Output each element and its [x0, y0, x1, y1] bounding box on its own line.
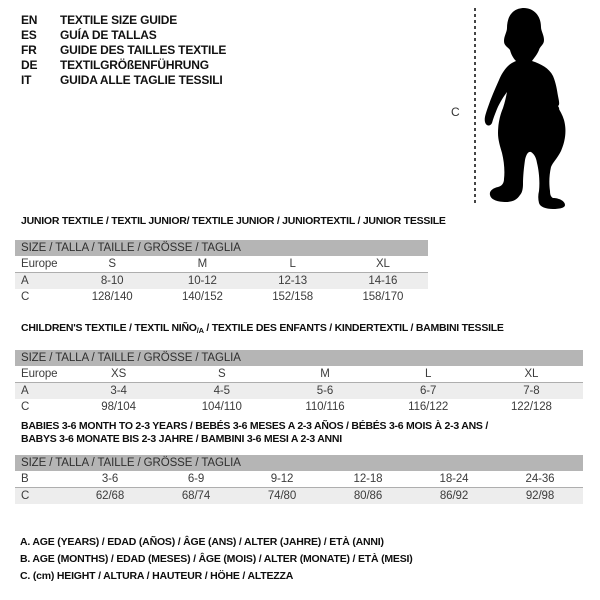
table-cell: 6-9 — [153, 471, 239, 488]
table-row — [15, 366, 583, 383]
note-b: B. AGE (MONTHS) / EDAD (MESES) / ÂGE (MOIS) / ALTER (MONATE) / ETÀ (MESI) — [20, 553, 413, 565]
note-c: C. (cm) HEIGHT / ALTURA / HAUTEUR / HÖHE / ALTEZZA — [20, 570, 294, 582]
language-row-fr — [21, 43, 226, 58]
row-label: A — [15, 383, 67, 400]
height-measure-dashed-line — [474, 8, 476, 205]
table-cell: 98/104 — [101, 401, 136, 413]
table-row — [15, 256, 428, 273]
table-cell: 68/74 — [153, 488, 239, 505]
table-cell: 6-7 — [377, 383, 480, 400]
table-cell: 92/98 — [497, 488, 583, 505]
size-header: SIZE / TALLA / TAILLE / GRÖSSE / TAGLIA — [15, 455, 583, 471]
table-cell: 122/128 — [510, 401, 552, 413]
row-label: C — [15, 488, 67, 505]
row-label: C — [21, 291, 30, 303]
table-cell: 140/152 — [181, 291, 223, 303]
language-title: GUIDE DES TAILLES TEXTILE — [60, 43, 227, 57]
table-row — [15, 383, 583, 400]
table-cell: 128/140 — [91, 291, 133, 303]
children-size-table — [15, 350, 583, 415]
table-cell: M — [157, 256, 247, 273]
table-cell: 24-36 — [497, 471, 583, 488]
size-header-row — [15, 350, 583, 366]
table-cell: 5-6 — [273, 383, 376, 400]
row-label: Europe — [15, 256, 67, 273]
language-row-it — [21, 73, 226, 88]
babies-section — [15, 420, 583, 504]
size-header: SIZE / TALLA / TAILLE / GRÖSSE / TAGLIA — [15, 350, 583, 366]
table-cell: 14-16 — [338, 273, 428, 290]
table-row — [15, 488, 583, 505]
children-section — [15, 322, 583, 415]
table-cell: L — [377, 366, 480, 383]
table-cell: L — [248, 256, 338, 273]
baby-silhouette — [477, 3, 597, 211]
language-title: TEXTILE SIZE GUIDE — [60, 13, 178, 27]
language-list — [21, 13, 226, 88]
row-label: B — [15, 471, 67, 488]
table-cell: 12-13 — [248, 273, 338, 290]
language-title: TEXTILGRÖßENFÜHRUNG — [60, 58, 209, 72]
height-measure-label: C — [451, 105, 460, 119]
language-row-en — [21, 13, 226, 28]
table-cell: 4-5 — [170, 383, 273, 400]
size-header-row — [15, 455, 583, 471]
table-cell: S — [170, 366, 273, 383]
babies-section-title-line2: BABYS 3-6 MONATE BIS 2-3 JAHRE / BAMBINI 3-6 MESI A 2-3 ANNI — [21, 433, 342, 445]
table-cell: 152/158 — [272, 291, 314, 303]
row-label: Europe — [15, 366, 67, 383]
junior-section-title: JUNIOR TEXTILE / TEXTIL JUNIOR/ TEXTILE JUNIOR / JUNIORTEXTIL / JUNIOR TESSILE — [21, 215, 446, 227]
table-cell: S — [67, 256, 157, 273]
children-section-title: CHILDREN'S TEXTILE / TEXTIL $NIÑO_{/A}$ / TEXTILE DES ENFANTS / KINDERTEXTIL / BAMBINI TESSILE — [21, 322, 504, 335]
language-code: DE — [21, 58, 38, 72]
language-code: IT — [21, 73, 32, 87]
language-code: EN — [21, 13, 38, 27]
table-cell: 110/116 — [305, 401, 345, 413]
table-cell: 9-12 — [239, 471, 325, 488]
table-cell: 158/170 — [362, 291, 404, 303]
table-cell: 3-6 — [67, 471, 153, 488]
language-code: FR — [21, 43, 37, 57]
table-row — [15, 289, 428, 305]
babies-section-title-line1: BABIES 3-6 MONTH TO 2-3 YEARS / BEBÉS 3-6 MESES A 2-3 AÑOS / BÉBÉS 3-6 MOIS À 2-3 ANS / — [21, 420, 489, 432]
table-cell: 86/92 — [411, 488, 497, 505]
note-a: A. AGE (YEARS) / EDAD (AÑOS) / ÂGE (ANS) / ALTER (JAHRE) / ETÀ (ANNI) — [20, 536, 384, 548]
language-code: ES — [21, 28, 37, 42]
table-row — [15, 273, 428, 290]
size-header: SIZE / TALLA / TAILLE / GRÖSSE / TAGLIA — [15, 240, 428, 256]
table-row — [15, 399, 583, 415]
table-cell: 12-18 — [325, 471, 411, 488]
table-cell: 74/80 — [239, 488, 325, 505]
table-cell: XL — [338, 256, 428, 273]
table-cell: 10-12 — [157, 273, 247, 290]
row-label: A — [15, 273, 67, 290]
language-row-de — [21, 58, 226, 73]
table-cell: 8-10 — [67, 273, 157, 290]
table-row — [15, 471, 583, 488]
legend-notes — [20, 534, 413, 585]
junior-size-table — [15, 240, 428, 305]
table-cell: 104/110 — [201, 401, 242, 413]
table-cell: 80/86 — [325, 488, 411, 505]
language-title: GUIDA ALLE TAGLIE TESSILI — [60, 73, 223, 87]
size-header-row — [15, 240, 428, 256]
table-cell: 116/122 — [408, 401, 449, 413]
language-title: GUÍA DE TALLAS — [60, 28, 157, 42]
table-cell: XL — [480, 366, 583, 383]
table-cell: 18-24 — [411, 471, 497, 488]
title-subscript: /A — [196, 326, 204, 335]
table-cell: 3-4 — [67, 383, 170, 400]
table-cell: 62/68 — [67, 488, 153, 505]
row-label: C — [21, 401, 30, 413]
language-row-es — [21, 28, 226, 43]
table-cell: XS — [67, 366, 170, 383]
table-cell: M — [273, 366, 376, 383]
babies-size-table — [15, 455, 583, 504]
junior-section — [15, 215, 446, 305]
table-cell: 7-8 — [480, 383, 583, 400]
